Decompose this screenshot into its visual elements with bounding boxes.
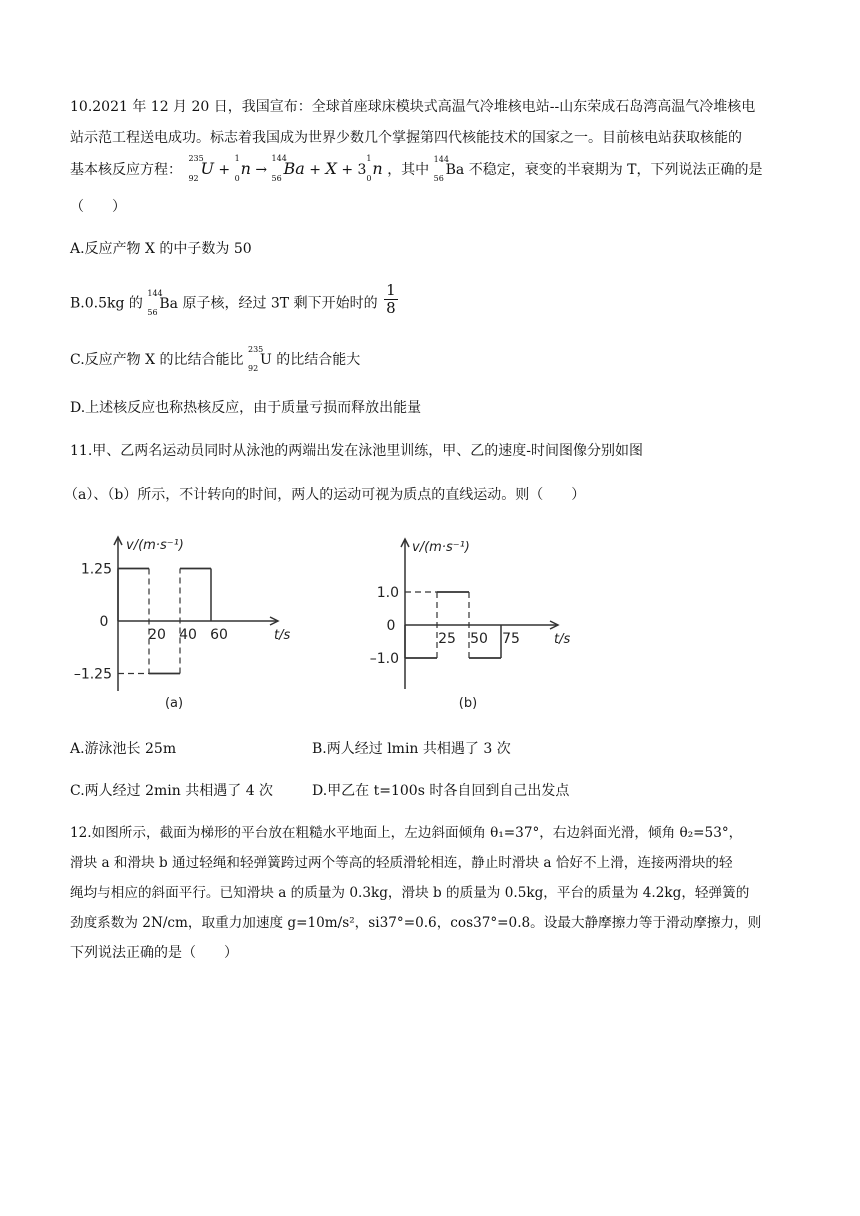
origin-label: 0 [386, 618, 396, 634]
y-tick-label: –1.0 [369, 651, 399, 667]
nuclide-u235: 235 92 U [188, 154, 214, 183]
x-tick-label: 50 [470, 631, 488, 647]
fraction-one-eighth: $\frac{1}{8}$ [386, 281, 396, 317]
y-tick-label: 1.0 [376, 585, 399, 601]
velocity-time-chart-a [68, 525, 328, 725]
nuclide-u235: 235 92 U [247, 345, 272, 373]
nuclide-neutron: 1 0 n [366, 154, 383, 183]
chart-caption: (a) [164, 696, 184, 711]
q12-line3: 绳均与相应的斜面平行。已知滑块 a 的质量为 0.3kg，滑块 b 的质量为 0.5kg，平台的质量为 4.2kg，轻弹簧的 [70, 885, 750, 901]
y-tick-label: –1.25 [73, 666, 112, 683]
plus-sign: + [309, 162, 322, 178]
nuclide-ba144: 144 56 Ba [147, 288, 178, 317]
q12-line5: 下列说法正确的是（ ） [70, 945, 238, 961]
q11-option-a: A.游泳池长 25m [70, 741, 177, 757]
chart-caption: (b) [458, 696, 478, 711]
x-tick-label: 75 [502, 631, 520, 647]
q10-text: ，其中 [387, 162, 430, 178]
q10-line3 [70, 154, 794, 183]
velocity-time-chart-b [360, 525, 570, 725]
nuclide-ba144: 144 56 Ba [433, 155, 465, 183]
q10-line2: 站示范工程送电成功。标志着我国成为世界少数几个掌握第四代核能技术的国家之一。目前核电站获取核能的 [70, 130, 742, 146]
plus-sign: + [341, 162, 354, 178]
plus-sign: + [218, 162, 231, 178]
arrow: → [255, 162, 268, 178]
q10-option-a: A.反应产物 X 的中子数为 50 [70, 241, 252, 257]
product-x: X [325, 159, 337, 178]
y-tick-label: 1.25 [80, 561, 112, 578]
neutron-coefficient: 3 [357, 162, 367, 178]
q11-option-b: B.两人经过 lmin 共相遇了 3 次 [312, 741, 511, 757]
q10-option-d: D.上述核反应也称热核反应，由于质量亏损而释放出能量 [70, 400, 422, 416]
q10-text: 不稳定，衰变的半衰期为 T，下列说法正确的是 [468, 162, 763, 178]
q11-line2: （a）、（b）所示，不计转向的时间，两人的运动可视为质点的直线运动。则（ ） [64, 487, 586, 503]
q11-option-c: C.两人经过 2min 共相遇了 4 次 [70, 783, 274, 799]
q12-line2: 滑块 a 和滑块 b 通过轻绳和轻弹簧跨过两个等高的轻质滑轮相连，静止时滑块 a 恰好不上滑，连接两滑块的轻 [70, 855, 733, 871]
reaction-equation [186, 154, 383, 183]
x-tick-label: 25 [438, 631, 456, 647]
q11-line1: 11.甲、乙两名运动员同时从泳池的两端出发在泳池里训练，甲、乙的速度-时间图像分别如图 [70, 443, 643, 459]
x-tick-label: 40 [179, 627, 197, 643]
q11-option-d: D.甲乙在 t=100s 时各自回到自己出发点 [312, 783, 570, 799]
q10-line1: 10.2021 年 12 月 20 日，我国宣布：全球首座球床模块式高温气冷堆核电站--山东荣成石岛湾高温气冷堆核电 [70, 99, 756, 115]
origin-label: 0 [99, 614, 109, 630]
q10-option-c: C.反应产物 X 的比结合能比 235 92 U 的比结合能大 [70, 345, 361, 373]
q12-line4: 劲度系数为 2N/cm，取重力加速度 g=10m/s²，si37°=0.6，cos37°=0.8。设最大静摩擦力等于滑动摩擦力，则 [70, 915, 762, 931]
y-axis-label: v/(m·s⁻¹) [126, 538, 184, 553]
x-axis-label: t/s [554, 632, 570, 647]
q10-answer-paren: （ ） [70, 199, 126, 215]
x-tick-label: 60 [210, 627, 228, 643]
nuclide-ba144: 144 56 Ba [271, 154, 305, 183]
q12-line1: 12.如图所示，截面为梯形的平台放在粗糙水平地面上，左边斜面倾角 θ₁=37°，右边斜面光滑，倾角 θ₂=53°， [70, 825, 743, 841]
y-axis-label: v/(m·s⁻¹) [412, 540, 470, 555]
nuclide-neutron: 1 0 n [234, 154, 251, 183]
q10-equation-label: 基本核反应方程： [70, 162, 182, 178]
x-axis-label: t/s [274, 628, 291, 643]
x-tick-label: 20 [148, 627, 166, 643]
q10-option-b: B.0.5kg 的 144 56 Ba 原子核，经过 3T 剩下开始时的 $\frac{1}{8}$ [70, 281, 396, 317]
